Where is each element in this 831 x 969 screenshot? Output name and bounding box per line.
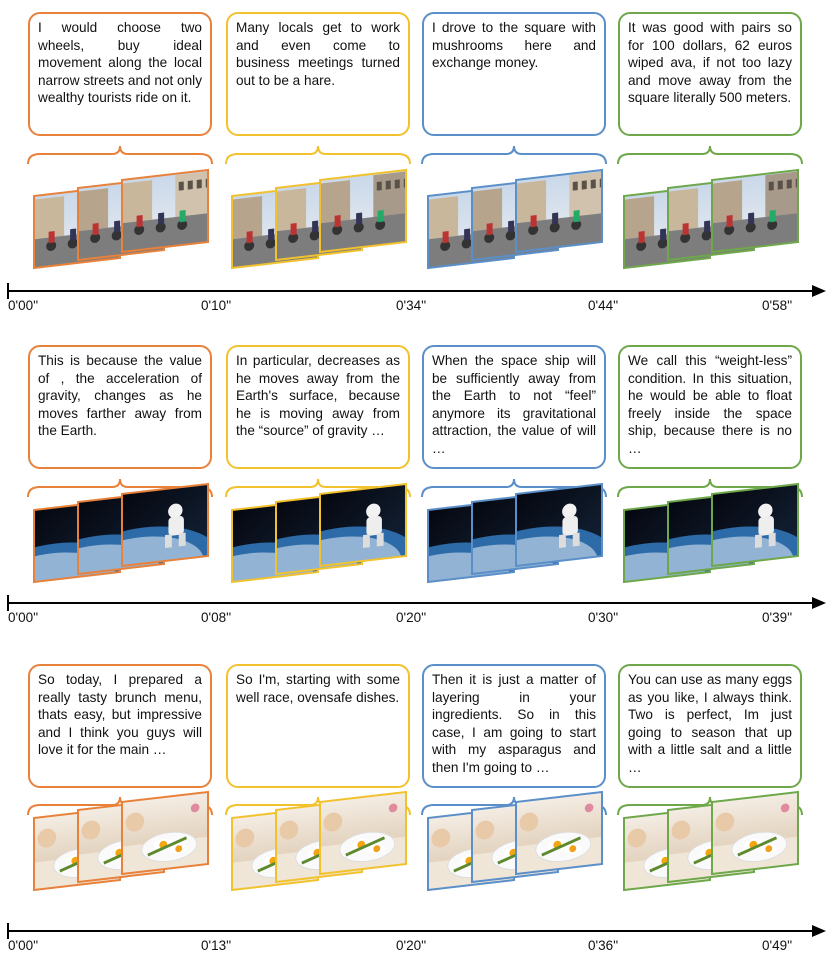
frame-stack	[34, 792, 208, 890]
timestamp-label: 0'20''	[396, 938, 427, 953]
video-frame	[122, 792, 208, 874]
caption-box: It was good with pairs so for 100 dollars, 62 euros wiped ava, if not too lazy and move away from the square literally 500 meters.	[618, 12, 802, 136]
timestamp-label: 0'00''	[8, 610, 39, 625]
timestamp-label: 0'34''	[396, 298, 427, 313]
timestamp-label: 0'08''	[201, 610, 232, 625]
timestamp-label: 0'58''	[762, 298, 793, 313]
frame-stack	[176, 483, 419, 632]
frame-stack	[34, 170, 211, 268]
frame-stack	[0, 483, 221, 632]
caption-box: You can use as many eggs as you like, I always think. Two is perfect, Im just going to season that up with a little salt and a little …	[618, 664, 802, 788]
video-frame	[320, 170, 409, 252]
frame-stack	[428, 170, 605, 268]
timeline-arrowhead	[812, 925, 826, 937]
video-frame	[712, 792, 798, 874]
video-frame	[122, 170, 211, 252]
video-frame	[320, 792, 406, 874]
timestamp-label: 0'39''	[762, 610, 793, 625]
caption-box: We call this “weight-less” condition. In this situation, he would be able to float freely inside the space ship, because there is no …	[618, 345, 802, 469]
timestamp-label: 0'10''	[201, 298, 232, 313]
caption-box: When the space ship will be sufficiently away from the Earth to not “feel” anymore its gravitational attraction, the value of will …	[422, 345, 606, 469]
frame-stack	[624, 792, 798, 890]
caption-box: Then it is just a matter of layering in your ingredients. So in this case, I am going to start with my asparagus and then I'm going to …	[422, 664, 606, 788]
video-frame	[516, 170, 605, 252]
timestamp-label: 0'00''	[8, 298, 39, 313]
frame-stack	[232, 170, 409, 268]
frame-stack	[372, 483, 615, 632]
caption-box: I would choose two wheels, buy ideal movement along the local narrow streets and not only wealthy tourists ride on it.	[28, 12, 212, 136]
timestamp-label: 0'49''	[762, 938, 793, 953]
timestamp-label: 0'30''	[588, 610, 619, 625]
timeline-arrowhead	[812, 285, 826, 297]
frame-stack	[624, 170, 801, 268]
timestamp-label: 0'44''	[588, 298, 619, 313]
timestamp-label: 0'13''	[201, 938, 232, 953]
caption-box: Many locals get to work and even come to business meetings turned out to be a hare.	[226, 12, 410, 136]
frame-stack	[232, 792, 406, 890]
timestamp-label: 0'20''	[396, 610, 427, 625]
caption-box: In particular, decreases as he moves away from the Earth's surface, because he is moving away from the “source” of gravity …	[226, 345, 410, 469]
timeline-arrowhead	[812, 597, 826, 609]
video-frame	[516, 792, 602, 874]
timestamp-label: 0'00''	[8, 938, 39, 953]
caption-box: So I'm, starting with some well race, ovensafe dishes.	[226, 664, 410, 788]
caption-box: So today, I prepared a really tasty brunch menu, thats easy, but impressive and I think you guys will love it for the main …	[28, 664, 212, 788]
grouping-brace	[226, 146, 410, 164]
video-frame	[712, 170, 801, 252]
grouping-brace	[618, 146, 802, 164]
grouping-brace	[28, 146, 212, 164]
frame-stack	[428, 792, 602, 890]
caption-box: This is because the value of , the acceleration of gravity, changes as he moves farther away from the Earth.	[28, 345, 212, 469]
timestamp-label: 0'36''	[588, 938, 619, 953]
caption-box: I drove to the square with mushrooms here and exchange money.	[422, 12, 606, 136]
grouping-brace	[422, 146, 606, 164]
frame-stack	[568, 483, 811, 632]
